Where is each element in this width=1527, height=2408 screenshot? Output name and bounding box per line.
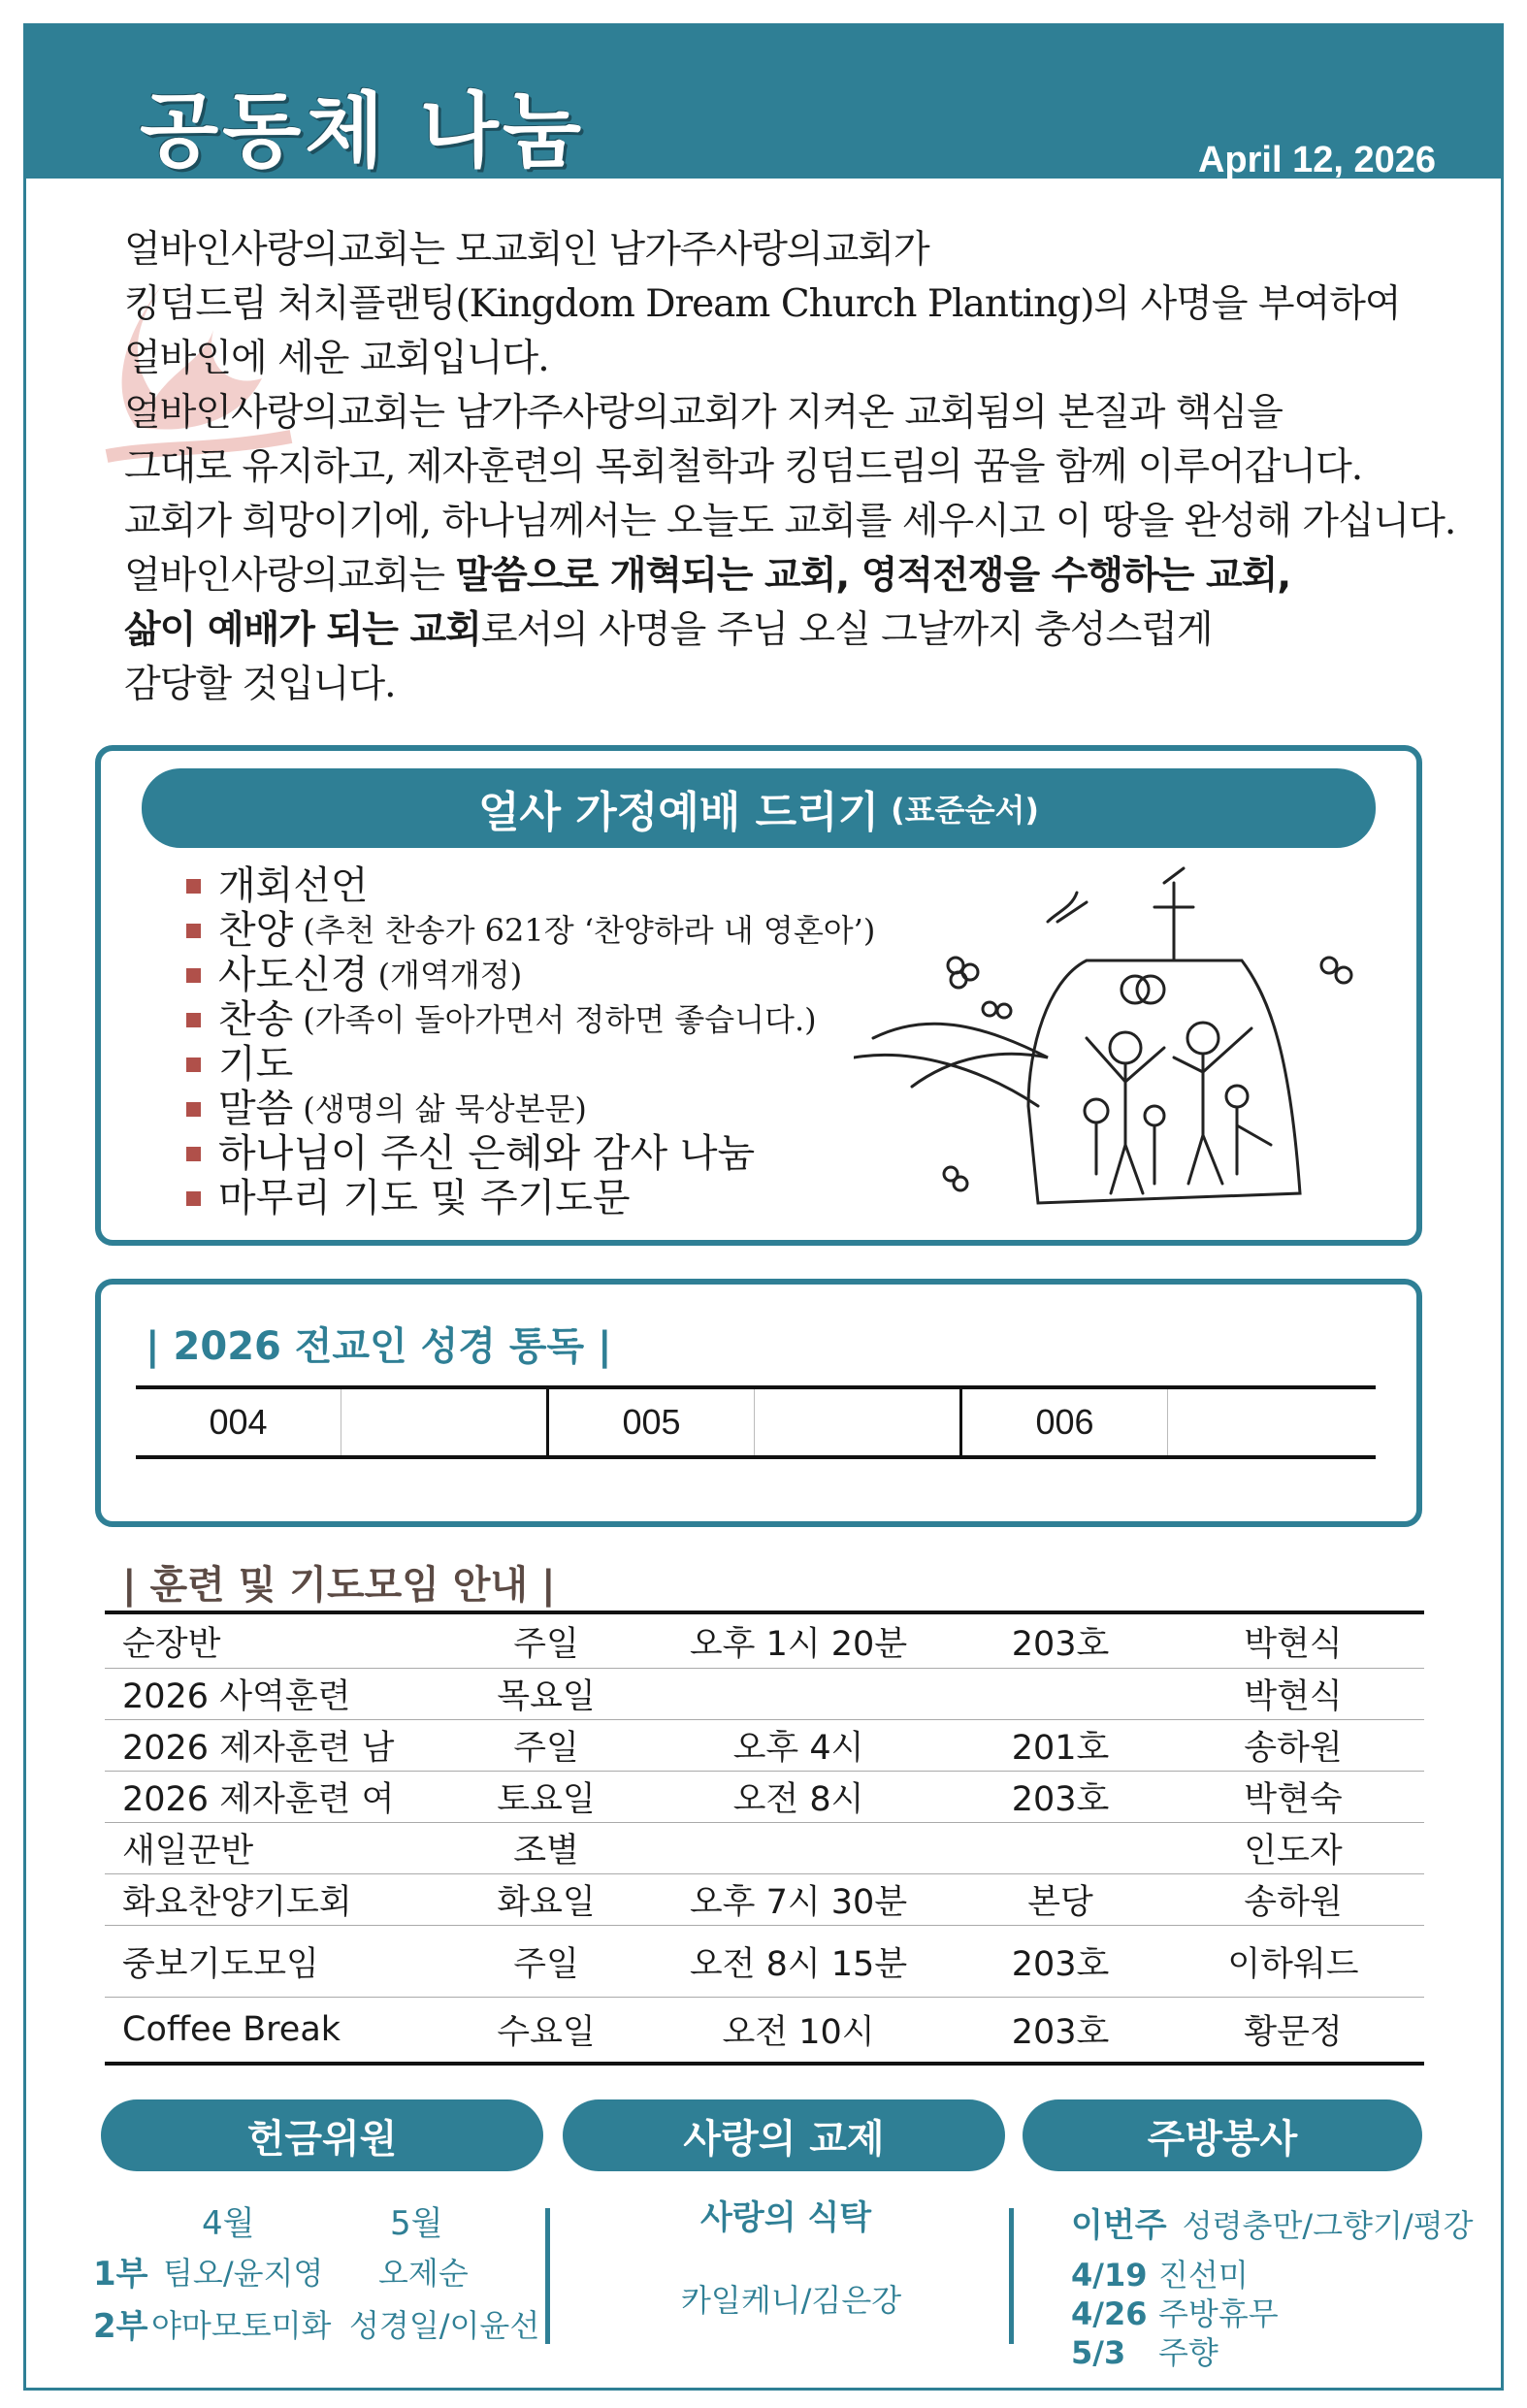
worship-subtitle-text: (표준순서) <box>891 792 1040 829</box>
training-name: 화요찬양기도회 <box>122 1883 352 1922</box>
training-room: 본당 <box>1027 1883 1093 1922</box>
bullet-icon <box>186 1191 201 1206</box>
training-name: 2026 사역훈련 <box>122 1677 351 1716</box>
intro-line: 감당할 것입니다. <box>124 663 396 706</box>
intro-text-span: 얼바인사랑의교회는 <box>124 554 456 598</box>
training-leader: 송하원 <box>1244 1729 1343 1768</box>
intro-line: 킹덤드림 처치플랜팅(Kingdom Dream Church Planting)의 사명을 부여하여 <box>124 282 1401 326</box>
intro-bold-span: 말씀으로 개혁되는 교회, 영적전쟁을 수행하는 교회, <box>455 554 1291 598</box>
bible-day-cell: 005 <box>549 1389 755 1455</box>
intro-line: 얼바인에 세운 교회입니다. <box>124 337 549 380</box>
list-item <box>1071 2328 1218 2373</box>
kitchen-date: 4/19 <box>1071 2257 1148 2294</box>
bible-reading-heading: | 2026 전교인 성경 통독 | <box>146 1324 612 1369</box>
kitchen-this-week-label: 이번주 <box>1071 2206 1167 2245</box>
training-day: 주일 <box>513 1944 579 1984</box>
family-church-sketch-icon <box>854 863 1397 1232</box>
offering-month-2: 5월 <box>390 2204 443 2243</box>
table-row <box>105 1614 1424 1669</box>
column-divider <box>545 2208 550 2344</box>
training-name: 순장반 <box>122 1624 221 1664</box>
training-leader: 박현식 <box>1244 1624 1343 1664</box>
training-name: 2026 제자훈련 남 <box>122 1729 395 1768</box>
table-row <box>105 1720 1424 1772</box>
fellowship-subtitle: 사랑의 식탁 <box>700 2198 872 2237</box>
bullet-icon <box>186 1058 201 1072</box>
list-item <box>186 1087 875 1131</box>
training-heading: | 훈련 및 기도모임 안내 | <box>122 1563 556 1608</box>
worship-item-label: 사도신경 <box>218 953 369 997</box>
list-item <box>186 863 875 908</box>
offering-service-2-label: 2부 <box>93 2307 148 2346</box>
intro-text-span: 로서의 사명을 주님 오실 그날까지 충성스럽게 <box>480 608 1213 652</box>
family-worship-title <box>142 768 1376 848</box>
bible-day-cell: 006 <box>962 1389 1168 1455</box>
training-leader: 박현숙 <box>1244 1780 1343 1819</box>
training-room: 203호 <box>1011 1624 1110 1664</box>
offering-committee-title: 헌금위원 <box>101 2099 543 2171</box>
worship-item-label: 찬양 <box>218 908 294 953</box>
training-leader: 박현식 <box>1244 1677 1343 1716</box>
bible-check-cell <box>1168 1389 1376 1455</box>
table-row <box>105 1823 1424 1874</box>
offering-service-1-april: 팀오/윤지영 <box>163 2255 324 2292</box>
training-time: 오전 8시 <box>732 1780 864 1819</box>
kitchen-name: 주방휴무 <box>1158 2295 1279 2332</box>
fellowship-names: 카일케니/김은강 <box>681 2282 902 2319</box>
intro-line <box>124 549 1463 603</box>
training-day: 주일 <box>513 1729 579 1768</box>
list-item <box>186 1176 875 1220</box>
training-name: 새일꾼반 <box>122 1832 254 1871</box>
table-row <box>105 1998 1424 2062</box>
intro-text <box>124 223 1463 712</box>
bible-check-cell <box>341 1389 549 1455</box>
training-time: 오후 4시 <box>732 1729 864 1768</box>
list-item <box>186 1131 875 1176</box>
training-time: 오전 8시 15분 <box>689 1944 908 1984</box>
intro-line: 그대로 유지하고, 제자훈련의 목회철학과 킹덤드림의 꿈을 함께 이루어갑니다. <box>124 445 1363 489</box>
training-room: 201호 <box>1011 1729 1110 1768</box>
worship-item-note: (추천 찬송가 621장 ‘찬양하라 내 영혼아’) <box>303 912 876 949</box>
training-leader: 송하원 <box>1244 1883 1343 1922</box>
table-row <box>105 1772 1424 1823</box>
worship-item-note: (개역개정) <box>377 957 523 993</box>
training-table <box>105 1611 1424 2066</box>
bullet-icon <box>186 879 201 894</box>
intro-bold-span: 삶이 예배가 되는 교회 <box>124 608 481 652</box>
list-item <box>186 953 875 997</box>
training-name: Coffee Break <box>122 2010 341 2049</box>
training-name: 중보기도모임 <box>122 1944 319 1984</box>
worship-item-note: (생명의 삶 묵상본문) <box>303 1090 587 1127</box>
bible-reading-table <box>136 1385 1376 1459</box>
training-room: 203호 <box>1011 2013 1110 2052</box>
training-name: 2026 제자훈련 여 <box>122 1780 395 1819</box>
intro-line: 얼바인사랑의교회는 남가주사랑의교회가 지켜온 교회됨의 본질과 핵심을 <box>124 391 1283 435</box>
list-item <box>186 1042 875 1087</box>
offering-service-2-april: 야마모토미화 <box>151 2307 332 2344</box>
training-day: 주일 <box>513 1624 579 1664</box>
offering-service-1-label: 1부 <box>93 2255 148 2294</box>
training-time: 오후 1시 20분 <box>689 1624 908 1664</box>
bullet-icon <box>186 968 201 983</box>
training-day: 수요일 <box>497 2013 596 2052</box>
training-day: 목요일 <box>497 1677 596 1716</box>
bible-day-cell: 004 <box>136 1389 341 1455</box>
kitchen-date: 4/26 <box>1071 2295 1148 2332</box>
training-day: 조별 <box>513 1832 579 1871</box>
offering-service-2-may: 성경일/이윤선 <box>349 2307 540 2344</box>
worship-item-note: (가족이 돌아가면서 정하면 좋습니다.) <box>303 1001 817 1038</box>
kitchen-name: 진선미 <box>1158 2257 1249 2294</box>
worship-title-text: 얼사 가정예배 드리기 <box>477 788 880 837</box>
bible-check-cell <box>755 1389 962 1455</box>
page-title: 공동체 나눔 <box>140 82 585 179</box>
table-row <box>105 1669 1424 1720</box>
list-item <box>186 997 875 1042</box>
intro-line: 얼바인사랑의교회는 모교회인 남가주사랑의교회가 <box>124 228 929 272</box>
bullet-icon <box>186 1147 201 1161</box>
training-day: 화요일 <box>497 1883 596 1922</box>
training-time: 오전 10시 <box>722 2013 875 2052</box>
worship-item-label: 마무리 기도 및 주기도문 <box>218 1176 631 1220</box>
offering-month-1: 4월 <box>202 2204 255 2243</box>
worship-item-label: 찬송 <box>218 997 294 1042</box>
offering-service-1-may: 오제순 <box>378 2255 469 2292</box>
list-item <box>186 908 875 953</box>
kitchen-name: 주향 <box>1158 2334 1218 2371</box>
worship-order-list <box>186 863 875 1220</box>
table-row <box>105 1926 1424 1998</box>
worship-item-label: 하나님이 주신 은혜와 감사 나눔 <box>218 1131 756 1176</box>
worship-item-label: 말씀 <box>218 1087 294 1131</box>
intro-line: 교회가 희망이기에, 하나님께서는 오늘도 교회를 세우시고 이 땅을 완성해 가십니다. <box>124 500 1456 543</box>
training-room: 203호 <box>1011 1780 1110 1819</box>
training-leader: 황문정 <box>1244 2013 1343 2052</box>
kitchen-service-title: 주방봉사 <box>1023 2099 1422 2171</box>
bullet-icon <box>186 924 201 938</box>
intro-line <box>124 603 1463 658</box>
worship-item-label: 기도 <box>218 1042 294 1087</box>
training-room: 203호 <box>1011 1944 1110 1984</box>
bulletin-date: April 12, 2026 <box>1197 140 1436 180</box>
table-row <box>105 1874 1424 1926</box>
worship-item-label: 개회선언 <box>218 863 369 908</box>
kitchen-date: 5/3 <box>1071 2334 1126 2371</box>
training-day: 토요일 <box>497 1780 596 1819</box>
column-divider <box>1009 2208 1014 2344</box>
bullet-icon <box>186 1013 201 1027</box>
kitchen-this-week <box>1071 2198 1474 2246</box>
training-leader: 인도자 <box>1244 1832 1343 1871</box>
fellowship-title: 사랑의 교제 <box>563 2099 1005 2171</box>
training-leader: 이하워드 <box>1227 1944 1359 1984</box>
training-time: 오후 7시 30분 <box>689 1883 908 1922</box>
kitchen-this-week-names: 성령충만/그향기/평강 <box>1182 2207 1474 2244</box>
bullet-icon <box>186 1102 201 1117</box>
